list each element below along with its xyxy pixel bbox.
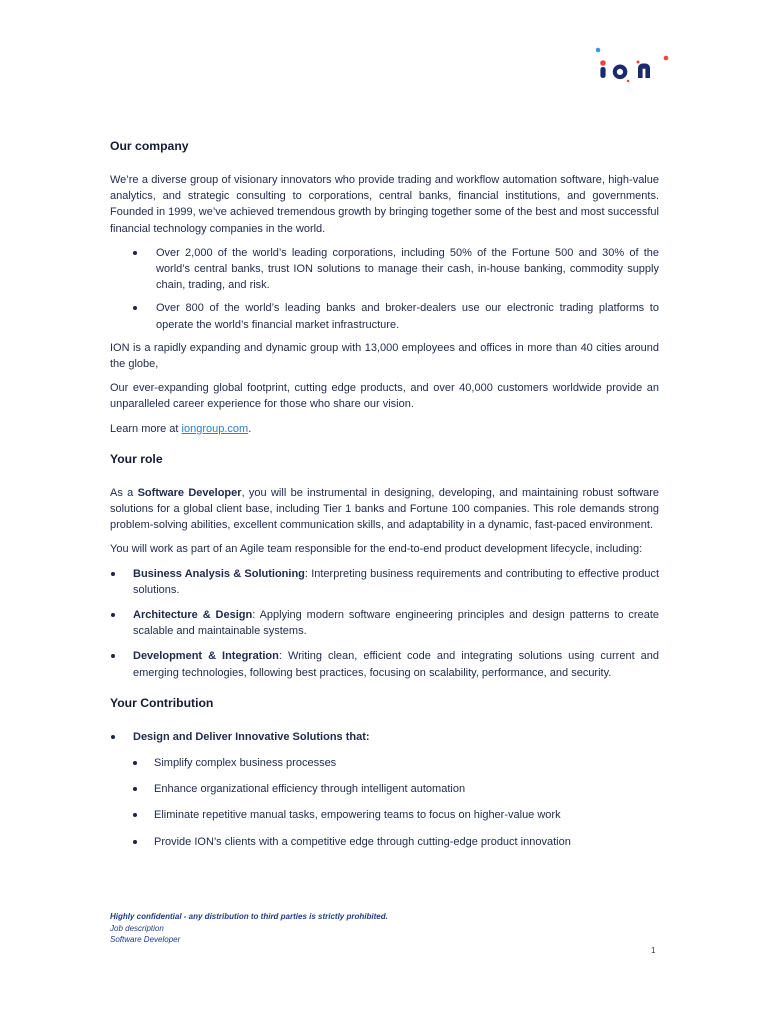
- contribution-sub-efficiency: Enhance organizational efficiency through intelligent automation: [110, 781, 659, 797]
- role-intro-prefix: As a: [110, 486, 138, 499]
- contribution-main-text: Design and Deliver Innovative Solutions that:: [133, 730, 370, 743]
- page-footer: [110, 911, 388, 946]
- logo-dot-blue: [596, 48, 600, 53]
- logo-dot-red: [664, 56, 669, 61]
- company-bullets: [110, 245, 659, 333]
- logo-i-stem: [600, 67, 605, 78]
- contribution-sub-eliminate: Eliminate repetitive manual tasks, empowering teams to focus on higher-value work: [110, 807, 659, 823]
- company-bullet-corporations: Over 2,000 of the world’s leading corporations, including 50% of the Fortune 500 and 30% of the world’s central banks, trust ION solutions to manage their cash, in-house banking, commodity supply chain, trading, and risk.: [110, 245, 659, 294]
- learn-more-suffix: .: [248, 422, 252, 435]
- contribution-list: [110, 729, 659, 850]
- ion-logo: [596, 46, 672, 82]
- role-agile: You will work as part of an Agile team responsible for the end-to-end product development lifecycle, including:: [110, 543, 643, 556]
- role-item-development: [110, 648, 659, 680]
- role-items: [110, 566, 659, 681]
- footer-job-title: Software Developer: [110, 935, 181, 944]
- role-item-title: Development & Integration: [133, 650, 279, 663]
- logo-dot-o-bottom: [627, 80, 629, 82]
- role-intro-rest: , you will be instrumental in designing, developing, and maintaining robust software solutions for a global client base, including Tier 1 banks and Fortune 100 companies. This role demands strong problem-solving abilities, excellent communication skills, and adaptability in a dynamic, fast-paced environment.: [110, 486, 659, 532]
- role-item-architecture: [110, 607, 659, 639]
- contribution-sub-list: [110, 755, 659, 850]
- iongroup-link[interactable]: iongroup.com: [181, 422, 249, 435]
- confidential-notice: Highly confidential - any distribution to third parties is strictly prohibited.: [110, 912, 388, 921]
- role-item-text: : Interpreting business requirements and contributing to effective product solutions.: [133, 567, 659, 596]
- company-bullet-banks: Over 800 of the world’s leading banks and broker-dealers use our electronic trading platforms to operate the world’s financial market infrastructure.: [110, 300, 659, 332]
- role-item-text: : Applying modern software engineering principles and design patterns to create scalable and maintainable systems.: [133, 609, 660, 638]
- your-role-heading: Your role: [110, 451, 163, 466]
- company-growth: ION is a rapidly expanding and dynamic group with 13,000 employees and offices in more than 40 cities around the globe,: [110, 341, 659, 371]
- footer-doc-type: Job description: [110, 923, 164, 933]
- role-item-analysis: [110, 566, 659, 598]
- learn-more-prefix: Learn more at: [110, 422, 182, 435]
- logo-o-shape: [613, 65, 628, 80]
- role-intro: [110, 485, 659, 534]
- contribution-sub-edge: Provide ION’s clients with a competitive edge through cutting-edge product innovation: [110, 834, 659, 850]
- document-body: [110, 138, 659, 860]
- ion-logo-mark: [596, 46, 672, 82]
- your-contribution-heading: Your Contribution: [110, 695, 214, 710]
- role-item-title: Business Analysis & Solutioning: [133, 567, 305, 580]
- learn-more: [110, 421, 659, 437]
- company-intro: We’re a diverse group of visionary innovators who provide trading and workflow automation software, high-value analytics, and strategic consulting to corporations, central banks, financial institutions, and governments. Founded in 1999, we’ve achieved tremendous growth by bringing together some of the best and most successful financial technology companies in the world.: [110, 174, 659, 235]
- logo-n-shape: [638, 64, 650, 79]
- role-item-text: : Writing clean, efficient code and integrating solutions using current and emerging technologies, following best practices, focusing on scalability, performance, and security.: [133, 650, 659, 679]
- contribution-sub-simplify: Simplify complex business processes: [110, 755, 659, 771]
- page-number: 1: [651, 946, 656, 955]
- our-company-heading: Our company: [110, 139, 189, 153]
- role-title: Software Developer: [137, 486, 242, 499]
- company-footprint: Our ever-expanding global footprint, cutting edge products, and over 40,000 customers worldwide provide an unparalleled career experience for those who share our vision.: [110, 382, 659, 411]
- role-item-title: Architecture & Design: [133, 609, 253, 622]
- logo-dot-n-top: [637, 61, 640, 64]
- logo-dot-i-top: [600, 60, 606, 66]
- contribution-main-bullet: [110, 729, 659, 850]
